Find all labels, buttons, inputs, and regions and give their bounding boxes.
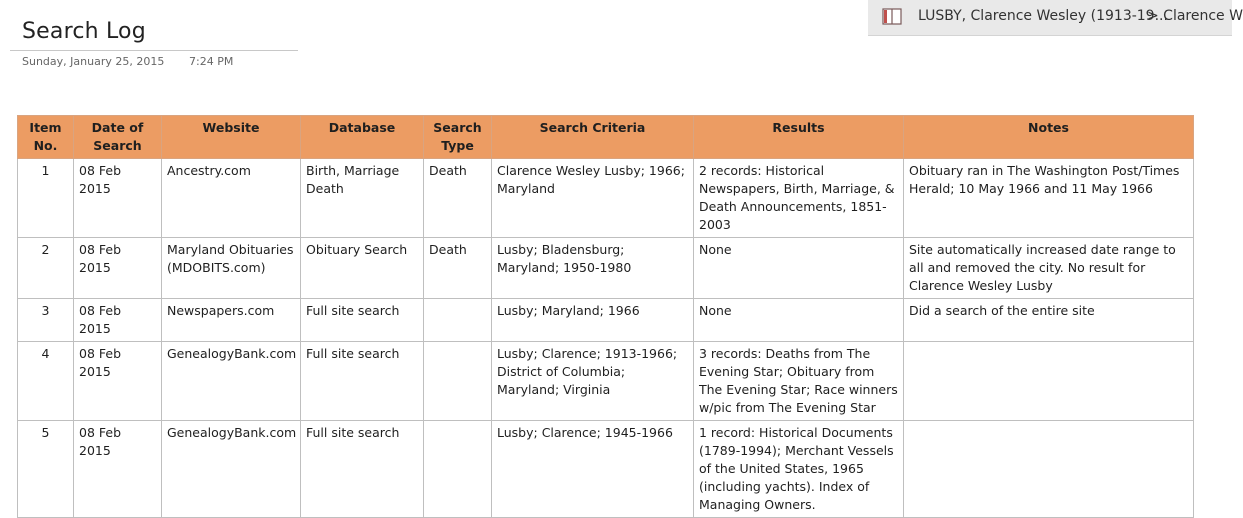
table-header-row bbox=[18, 116, 1194, 159]
cell-notes[interactable]: Did a search of the entire site bbox=[904, 299, 1194, 342]
header-notes[interactable]: Notes bbox=[904, 116, 1194, 159]
table-row bbox=[18, 238, 1194, 299]
cell-website[interactable]: Ancestry.com bbox=[162, 159, 301, 238]
cell-database[interactable]: Full site search bbox=[301, 342, 424, 421]
cell-results[interactable]: None bbox=[694, 238, 904, 299]
cell-website[interactable]: GenealogyBank.com bbox=[162, 342, 301, 421]
cell-results[interactable]: 1 record: Historical Documents (1789-1994); Merchant Vessels of the United States, 1965 (including yachts). Index of Managing Owners. bbox=[694, 421, 904, 518]
search-log-table[interactable] bbox=[17, 115, 1194, 518]
cell-item-no[interactable]: 5 bbox=[18, 421, 74, 518]
page-date: Sunday, January 25, 2015 bbox=[22, 55, 165, 68]
header-database[interactable]: Database bbox=[301, 116, 424, 159]
table-row bbox=[18, 299, 1194, 342]
table-row bbox=[18, 421, 1194, 518]
cell-website[interactable]: Maryland Obituaries (MDOBITS.com) bbox=[162, 238, 301, 299]
cell-search-criteria[interactable]: Lusby; Bladensburg; Maryland; 1950-1980 bbox=[492, 238, 694, 299]
cell-database[interactable]: Obituary Search bbox=[301, 238, 424, 299]
header-website[interactable]: Website bbox=[162, 116, 301, 159]
page-title[interactable]: Search Log bbox=[22, 19, 146, 44]
cell-date[interactable]: 08 Feb 2015 bbox=[74, 159, 162, 238]
table-row bbox=[18, 342, 1194, 421]
cell-results[interactable]: 3 records: Deaths from The Evening Star; Obituary from The Evening Star; Race winners w/pic from The Evening Star bbox=[694, 342, 904, 421]
cell-website[interactable]: Newspapers.com bbox=[162, 299, 301, 342]
cell-search-criteria[interactable]: Lusby; Clarence; 1945-1966 bbox=[492, 421, 694, 518]
cell-date[interactable]: 08 Feb 2015 bbox=[74, 238, 162, 299]
cell-date[interactable]: 08 Feb 2015 bbox=[74, 299, 162, 342]
table-row bbox=[18, 159, 1194, 238]
cell-search-criteria[interactable]: Lusby; Clarence; 1913-1966; District of Columbia; Maryland; Virginia bbox=[492, 342, 694, 421]
cell-search-type[interactable] bbox=[424, 342, 492, 421]
cell-search-criteria[interactable]: Lusby; Maryland; 1966 bbox=[492, 299, 694, 342]
header-date-of-search[interactable]: Date of Search bbox=[74, 116, 162, 159]
cell-results[interactable]: 2 records: Historical Newspapers, Birth, Marriage, & Death Announcements, 1851-2003 bbox=[694, 159, 904, 238]
cell-database[interactable]: Full site search bbox=[301, 421, 424, 518]
cell-search-criteria[interactable]: Clarence Wesley Lusby; 1966; Maryland bbox=[492, 159, 694, 238]
cell-notes[interactable] bbox=[904, 421, 1194, 518]
cell-search-type[interactable]: Death bbox=[424, 238, 492, 299]
header-search-type[interactable]: Search Type bbox=[424, 116, 492, 159]
cell-database[interactable]: Full site search bbox=[301, 299, 424, 342]
cell-item-no[interactable]: 4 bbox=[18, 342, 74, 421]
breadcrumb bbox=[868, 0, 1243, 36]
cell-item-no[interactable]: 3 bbox=[18, 299, 74, 342]
cell-website[interactable]: GenealogyBank.com bbox=[162, 421, 301, 518]
header-search-criteria[interactable]: Search Criteria bbox=[492, 116, 694, 159]
header-results[interactable]: Results bbox=[694, 116, 904, 159]
cell-search-type[interactable] bbox=[424, 421, 492, 518]
cell-date[interactable]: 08 Feb 2015 bbox=[74, 342, 162, 421]
breadcrumb-section[interactable]: LUSBY, Clarence Wesley (1913-19... bbox=[918, 8, 1168, 24]
breadcrumb-page[interactable]: > Clarence W bbox=[1147, 8, 1243, 24]
header-item-no[interactable]: Item No. bbox=[18, 116, 74, 159]
cell-item-no[interactable]: 2 bbox=[18, 238, 74, 299]
title-divider bbox=[10, 50, 298, 51]
cell-database[interactable]: Birth, Marriage Death bbox=[301, 159, 424, 238]
cell-notes[interactable]: Obituary ran in The Washington Post/Times Herald; 10 May 1966 and 11 May 1966 bbox=[904, 159, 1194, 238]
cell-results[interactable]: None bbox=[694, 299, 904, 342]
page-time: 7:24 PM bbox=[189, 55, 234, 68]
cell-date[interactable]: 08 Feb 2015 bbox=[74, 421, 162, 518]
cell-notes[interactable]: Site automatically increased date range to all and removed the city. No result for Clarence Wesley Lusby bbox=[904, 238, 1194, 299]
cell-item-no[interactable]: 1 bbox=[18, 159, 74, 238]
notebook-icon bbox=[882, 8, 902, 25]
cell-search-type[interactable]: Death bbox=[424, 159, 492, 238]
cell-search-type[interactable] bbox=[424, 299, 492, 342]
cell-notes[interactable] bbox=[904, 342, 1194, 421]
